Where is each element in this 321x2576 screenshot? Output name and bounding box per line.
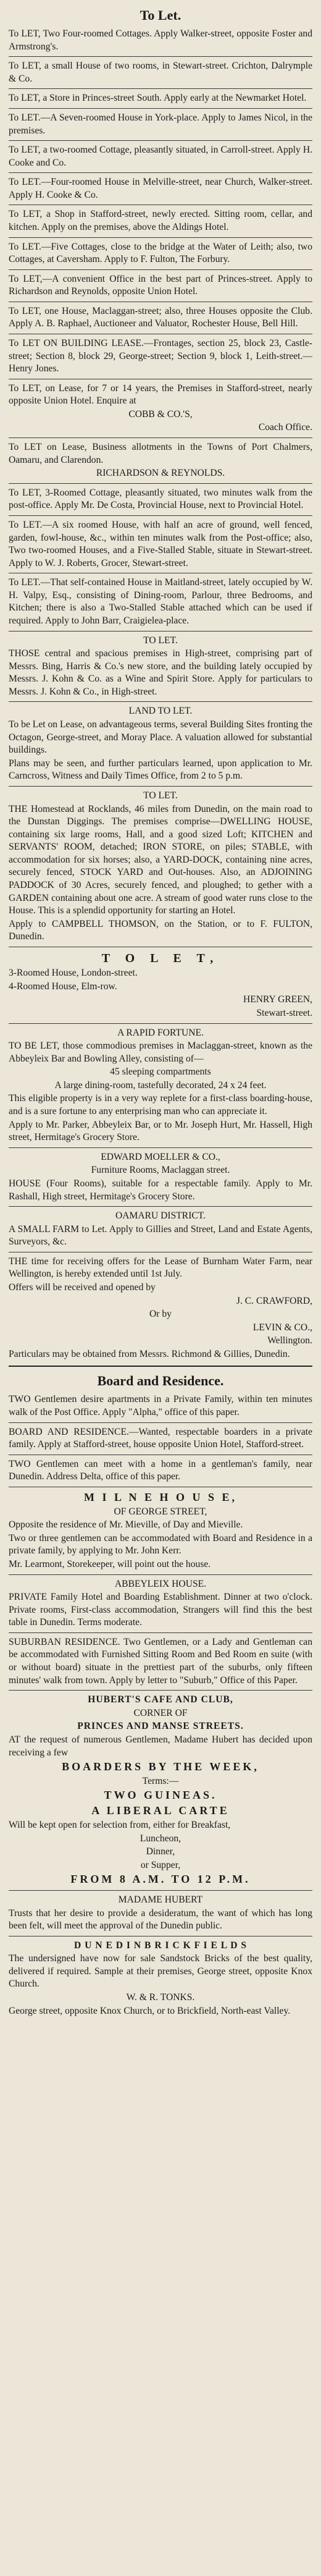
section-heading: Board and Residence. xyxy=(97,1373,224,1389)
advertisement xyxy=(9,273,312,298)
ad-divider xyxy=(9,88,312,89)
ad-line: To be Let on Lease, on advantageous terms, several Building Sites fronting the Octagon, George-street, and Moray Place. A valuation allowed for substantial buildings. xyxy=(9,719,312,756)
ad-divider xyxy=(9,108,312,109)
ad-line: MADAME HUBERT xyxy=(118,1894,203,1905)
ad-line: TO LET. xyxy=(143,635,178,646)
ad-line: The undersigned have now for sale Sandstock Bricks of the best quality, delivered if required. Sample at their premises, George street, opposite Knox Church. xyxy=(9,1953,312,1990)
ad-line: CORNER OF xyxy=(133,1707,188,1718)
ad-line: To LET ON BUILDING LEASE.—Frontages, section 25, block 23, Castle-street; Section 8, block 29, George-street; Section 9, block 1, Leith-street.—Henry Jones. xyxy=(9,338,312,374)
ad-line: Terms:— xyxy=(142,1775,179,1786)
ad-line: 4-Roomed House, Elm-row. xyxy=(9,981,117,992)
ad-line: A RAPID FORTUNE. xyxy=(117,1027,204,1038)
ad-line: A LIBERAL CARTE xyxy=(91,1804,230,1817)
ad-line: To LET.—A Seven-roomed House in York-place. Apply to James Nicol, in the premises. xyxy=(9,112,312,136)
advertisement xyxy=(9,208,312,234)
ad-line: Mr. Learmont, Storekeeper, will point out the house. xyxy=(9,1559,211,1570)
ad-line: To LET, on Lease, for 7 or 14 years, the Premises in Stafford-street, nearly opposite Union Hotel. Enquire at xyxy=(9,382,312,407)
ad-line: Trusts that her desire to provide a desideratum, the want of which has long been felt, will meet the approval of the Dunedin public. xyxy=(9,1907,312,1932)
advertisement xyxy=(9,382,312,434)
ad-line: TWO Gentlemen can meet with a home in a gentleman's family, near Dunedin. Address Delta, office of this paper. xyxy=(9,1458,312,1482)
advertisement xyxy=(9,28,312,53)
ad-line: To LET, 3-Roomed Cottage, pleasantly situated, two minutes walk from the post-office. Apply Mr. De Costa, Provincial House, next to Provincial Hotel. xyxy=(9,487,312,511)
ad-line: Dinner, xyxy=(146,1846,175,1857)
ad-line: A large dining-room, tastefully decorated, 24 x 24 feet. xyxy=(54,1079,267,1091)
ad-line: Particulars may be obtained from Messrs. Richmond & Gillies, Dunedin. xyxy=(9,1348,290,1359)
ad-line: To LET.—That self-contained House in Maitland-street, lately occupied by W. H. Valpy, Esq., consisting of Dining-room, Parlour, three Bedrooms, and Kitchen; there is also a Two-Stalled Stable attached which can be used if required. Apply to John Barr, Craigielea-place. xyxy=(9,577,312,626)
section-divider xyxy=(9,1366,312,1367)
ad-divider xyxy=(9,1574,312,1575)
ad-line: TWO Gentlemen desire apartments in a Private Family, within ten minutes walk of the Post Office. Apply "Alpha," office of this paper. xyxy=(9,1394,312,1418)
ad-line: Luncheon, xyxy=(140,1833,181,1844)
advertisement xyxy=(9,790,312,944)
ad-line: J. C. CRAWFORD, xyxy=(236,1295,312,1306)
ad-line: TO BE LET, those commodious premises in Maclaggan-street, known as the Abbeyleix Bar and Bowling Alley, consisting of— xyxy=(9,1041,312,1064)
ad-divider xyxy=(9,483,312,484)
ad-line: or Supper, xyxy=(140,1859,181,1870)
advertisement xyxy=(9,519,312,570)
advertisement xyxy=(9,1636,312,1687)
ad-line: Plans may be seen, and further particulars learned, upon application to Mr. Carncross, Witness and Daily Times Office, from 2 to 5 p.m. xyxy=(9,758,312,782)
ad-line: AT the request of numerous Gentlemen, Madame Hubert has decided upon receiving a few xyxy=(9,1734,312,1758)
ad-line: Wellington. xyxy=(267,1335,312,1346)
section-heading: To Let. xyxy=(140,7,181,23)
ad-line: LEVIN & CO., xyxy=(252,1322,312,1333)
advertisement xyxy=(9,337,312,376)
advertisement xyxy=(9,1894,312,1933)
advertisement xyxy=(9,176,312,201)
advertisement xyxy=(9,1940,312,2017)
ad-line: Two or three gentlemen can be accommodated with Board and Residence in a private family, by applying to Mr. John Kerr. xyxy=(9,1532,312,1556)
ad-divider xyxy=(9,1023,312,1024)
ad-divider xyxy=(9,786,312,787)
ad-line: COBB & CO.'S, xyxy=(128,408,193,420)
advertisement xyxy=(9,1027,312,1144)
ad-line: D U N E D I N B R I C K F I E L D S xyxy=(73,1940,248,1951)
ad-divider xyxy=(9,1690,312,1691)
ad-divider xyxy=(9,701,312,702)
ad-line: PRIVATE Family Hotel and Boarding Establishment. Dinner at two o'clock. Private rooms, First-class accommodation, Strangers will find this the best table in Dunedin. Terms moderate. xyxy=(9,1592,312,1628)
advertisement xyxy=(9,92,312,105)
ad-line: HOUSE (Four Rooms), suitable for a respectable family. Apply to Mr. Rashall, High street, Hermitage's Grocery Store. xyxy=(9,1178,312,1202)
advertisement xyxy=(9,1578,312,1629)
advertisement xyxy=(9,1458,312,1484)
ad-divider xyxy=(9,140,312,141)
ad-line: To LET,—A convenient Office in the best part of Princes-street. Apply to Richardson and Reynolds, opposite Union Hotel. xyxy=(9,273,312,297)
ad-divider xyxy=(9,1206,312,1207)
advertisement xyxy=(9,1151,312,1203)
ad-line: Furniture Rooms, Maclaggan street. xyxy=(91,1165,230,1176)
ad-line: TO LET. xyxy=(143,790,178,801)
ad-line: To LET, one House, Maclaggan-street; also, three Houses opposite the Club. Apply A. B. Raphael, Auctioneer and Valuator, Rochester House, Bell Hill. xyxy=(9,305,312,329)
ad-line: Opposite the residence of Mr. Mieville, of Day and Mieville. xyxy=(9,1519,243,1531)
ad-divider xyxy=(9,1890,312,1891)
ad-line: To LET, a Store in Princes-street South. Apply early at the Newmarket Hotel. xyxy=(9,93,307,104)
advertisement xyxy=(9,1490,312,1571)
ad-line: Apply to Mr. Parker, Abbeyleix Bar, or to Mr. Joseph Hurt, Mr. Hassell, High street, Hermitage's Grocery Store. xyxy=(9,1119,312,1143)
advertisement xyxy=(9,112,312,137)
advertisement xyxy=(9,705,312,782)
ad-divider xyxy=(9,237,312,238)
ad-line: EDWARD MOELLER & CO., xyxy=(101,1151,220,1162)
ad-line: RICHARDSON & REYNOLDS. xyxy=(96,468,225,479)
ad-line: This eligible property is in a very way replete for a first-class boarding-house, and is a sure fortune to any enterprising man who can appreciate it. xyxy=(9,1093,312,1117)
ad-line: Coach Office. xyxy=(258,422,312,433)
ad-line: Or by xyxy=(149,1309,172,1320)
ad-divider xyxy=(9,515,312,516)
advertisement xyxy=(9,950,312,1020)
advertisement xyxy=(9,1694,312,1887)
ad-divider xyxy=(9,437,312,438)
ad-line: M I L N E H O U S E, xyxy=(83,1490,238,1503)
ad-divider xyxy=(9,172,312,173)
ad-divider xyxy=(9,1147,312,1148)
advertisement xyxy=(9,60,312,85)
ad-line: To LET, a Shop in Stafford-street, newly erected. Sitting room, cellar, and kitchen. Apply on the premises, above the Aldings Hotel. xyxy=(9,209,312,232)
advertisement xyxy=(9,1210,312,1249)
ad-line: BOARDERS BY THE WEEK, xyxy=(62,1760,259,1773)
ad-divider xyxy=(9,269,312,270)
ad-line: HENRY GREEN, xyxy=(243,994,312,1005)
ad-line: TWO GUINEAS. xyxy=(104,1789,217,1802)
ad-line: BOARD AND RESIDENCE.—Wanted, respectable boarders in a private family. Apply at Stafford-street, house opposite Union Hotel, Stafford-street. xyxy=(9,1426,312,1450)
ad-line: FROM 8 A.M. TO 12 P.M. xyxy=(70,1873,251,1886)
ad-line: A SMALL FARM to Let. Apply to Gillies and Street, Land and Estate Agents, Surveyors, &c. xyxy=(9,1223,312,1248)
ad-line: To LET.—Five Cottages, close to the bridge at the Water of Leith; also, two Cottages, at Caversham. Apply to F. Fulton, The Forbury. xyxy=(9,241,312,265)
advertisement xyxy=(9,1426,312,1451)
ad-line: To LET on Lease, Business allotments in the Towns of Port Chalmers, Oamaru, and Clarendon. xyxy=(9,442,312,465)
advertisement xyxy=(9,635,312,699)
ad-line: OAMARU DISTRICT. xyxy=(115,1210,206,1222)
ad-line: To LET.—A six roomed House, with half an acre of ground, well fenced, garden, fowl-house, &c., within ten minutes walk from the Post-office; also, Two two-roomed Houses, and a Five-Stalled Stable, situate in Stewart-street. Apply to W. J. Roberts, Grocer, Stewart-street. xyxy=(9,519,312,568)
advertisement xyxy=(9,241,312,266)
ad-line: Will be kept open for selection from, either for Breakfast, xyxy=(9,1819,231,1830)
ad-line: LAND TO LET. xyxy=(128,706,193,717)
ad-line: THE Homestead at Rocklands, 46 miles from Dunedin, on the main road to the Dunstan Diggings. The premises comprise—DWELLING HOUSE, containing six large rooms, Hall, and a good sized Loft; KITCHEN and SERVANTS' ROOM, detached; IRON STORE, on piles; STABLE, with accommodation for six horses; also, a YARD-DOCK, containing nine acres, securely fenced, STOCK YARD and Out-houses. Also, an ADJOINING PADDOCK of 30 Acres, securely fenced, and ploughed; to gether with a GARDEN containing about one acre. A stream of good water runs close to the House. This is a splendid opportunity for starting an Hotel. xyxy=(9,803,312,916)
advertisement xyxy=(9,487,312,512)
ad-divider xyxy=(9,56,312,57)
ad-line: T O L E T, xyxy=(101,951,220,965)
ad-line: To LET.—Four-roomed House in Melville-street, near Church, Walker-street. Apply H. Cooke & Co. xyxy=(9,177,312,200)
ad-line: To LET, a small House of two rooms, in Stewart-street. Crichton, Dalrymple & Co. xyxy=(9,61,312,84)
ad-line: To LET, Two Four-roomed Cottages. Apply Walker-street, opposite Foster and Armstrong's. xyxy=(9,28,312,52)
ad-line: ABBEYLEIX HOUSE. xyxy=(114,1578,207,1589)
advertisement xyxy=(9,576,312,627)
ad-line: To LET, a two-roomed Cottage, pleasantly situated, in Carroll-street. Apply H. Cooke and Co. xyxy=(9,145,312,168)
ad-line: SUBURBAN RESIDENCE. Two Gentlemen, or a Lady and Gentleman can be accommodated with Furnished Sitting Room and Bed Room en suite (with or without board) situate in the prettiest part of the suburbs, only fifteen minutes' walk from town. Apply by letter to "Suburb," Office of this Paper. xyxy=(9,1636,312,1686)
ad-line: THOSE central and spacious premises in High-street, comprising part of Messrs. Bing, Harris & Co.'s new store, and the building lately occupied by Messrs. J. Kohn & Co. as a Wine and Spirit Store. Apply for particulars to Messrs. J. Kohn & Co., in High-street. xyxy=(9,648,312,697)
ad-line: George street, opposite Knox Church, or to Brickfield, North-east Valley. xyxy=(9,2005,291,2016)
advertisement xyxy=(9,305,312,331)
ad-line: 45 sleeping compartments xyxy=(110,1066,211,1078)
ad-line: Offers will be received and opened by xyxy=(9,1282,156,1293)
ad-divider xyxy=(9,1422,312,1423)
advertisement xyxy=(9,144,312,169)
ad-divider xyxy=(9,1632,312,1633)
ad-line: OF GEORGE STREET, xyxy=(114,1506,207,1517)
ad-line: PRINCES AND MANSE STREETS. xyxy=(77,1721,244,1732)
ad-line: THE time for receiving offers for the Lease of Burnham Water Farm, near Wellington, is hereby extended until 1st July. xyxy=(9,1256,312,1280)
advertisement xyxy=(9,1256,312,1361)
ad-line: 3-Roomed House, London-street. xyxy=(9,968,138,979)
ad-line: HUBERT'S CAFE AND CLUB, xyxy=(88,1694,233,1705)
ad-line: Apply to CAMPBELL THOMSON, on the Station, or to F. FULTON, Dunedin. xyxy=(9,918,312,942)
ad-line: W. & R. TONKS. xyxy=(126,1992,195,2003)
advertisement xyxy=(9,441,312,480)
advertisement xyxy=(9,1393,312,1419)
ad-line: Stewart-street. xyxy=(256,1008,312,1018)
